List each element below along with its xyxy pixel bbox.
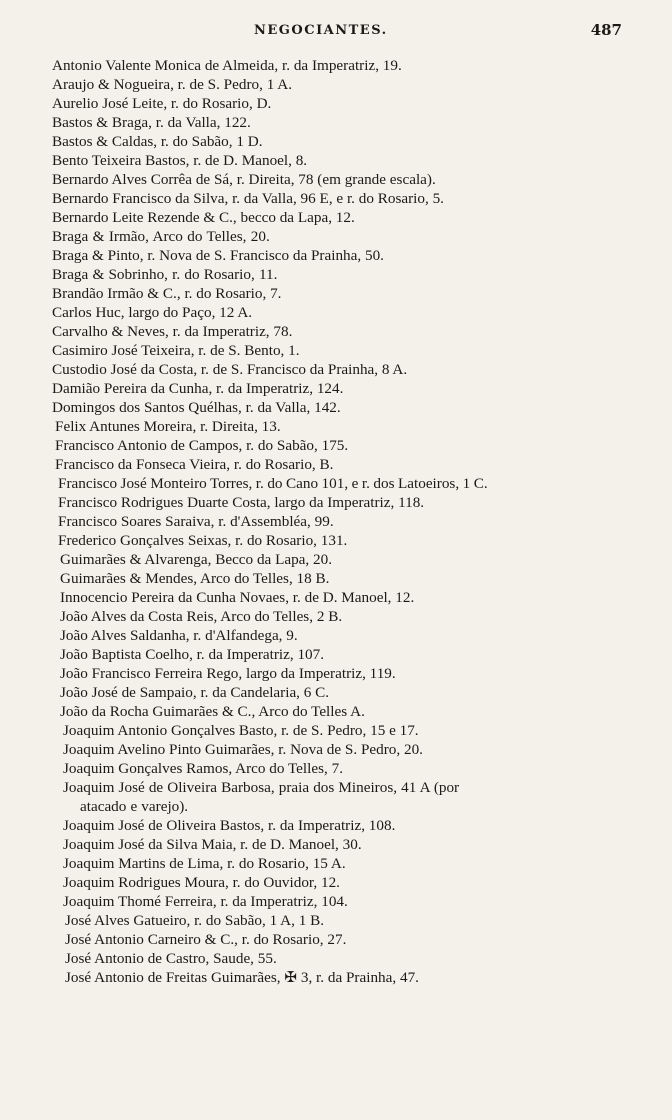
- merchant-entry: [0, 664, 672, 683]
- merchant-entry-text: Carlos Huc, largo do Paço, 12 A.: [52, 304, 253, 321]
- merchant-entry-text: Bento Teixeira Bastos, r. de D. Manoel, 8.: [52, 152, 308, 169]
- merchant-entry-text: Bastos & Caldas, r. do Sabão, 1 D.: [52, 133, 263, 150]
- page-number: 487: [590, 21, 622, 39]
- merchant-entry: [0, 550, 672, 569]
- merchant-entry-text: Carvalho & Neves, r. da Imperatriz, 78.: [52, 323, 293, 340]
- merchant-entry: [0, 569, 672, 588]
- merchant-entry-text: Braga & Sobrinho, r. do Rosario, 11.: [52, 266, 278, 283]
- merchant-entry-text: Braga & Pinto, r. Nova de S. Francisco da Prainha, 50.: [52, 247, 384, 264]
- merchant-entry: [0, 854, 672, 873]
- merchant-entry-text: Joaquim José de Oliveira Barbosa, praia dos Mineiros, 41 A (por: [63, 779, 460, 796]
- merchant-entry: [0, 911, 672, 930]
- merchant-entry-text: Joaquim Martins de Lima, r. do Rosario, 15 A.: [63, 855, 346, 872]
- merchant-entry-text: João José de Sampaio, r. da Candelaria, 6 C.: [60, 684, 330, 701]
- merchant-entry: [0, 892, 672, 911]
- merchant-entry-text: Aurelio José Leite, r. do Rosario, D.: [52, 95, 272, 112]
- merchant-entry-text: João da Rocha Guimarães & C., Arco do Telles A.: [60, 703, 365, 720]
- merchant-entry: [0, 816, 672, 835]
- merchant-entry-text: Felix Antunes Moreira, r. Direita, 13.: [55, 418, 281, 435]
- merchant-entry: [0, 379, 672, 398]
- merchant-entry: [0, 759, 672, 778]
- merchant-entry-text: João Francisco Ferreira Rego, largo da Imperatriz, 119.: [60, 665, 396, 682]
- merchant-entry: [0, 930, 672, 949]
- merchant-entry: [0, 189, 672, 208]
- merchant-entry-text: Custodio José da Costa, r. de S. Francisco da Prainha, 8 A.: [52, 361, 408, 378]
- merchant-entry: [0, 607, 672, 626]
- merchant-entry: [0, 778, 672, 816]
- merchant-entry-text: Guimarães & Mendes, Arco do Telles, 18 B.: [60, 570, 330, 587]
- merchant-entry-text: Francisco Antonio de Campos, r. do Sabão, 175.: [55, 437, 349, 454]
- merchant-entry-text: Bernardo Alves Corrêa de Sá, r. Direita, 78 (em grande escala).: [52, 171, 436, 188]
- merchant-entry-text: Joaquim José da Silva Maia, r. de D. Manoel, 30.: [63, 836, 362, 853]
- merchant-entry-text: Francisco da Fonseca Vieira, r. do Rosario, B.: [55, 456, 334, 473]
- merchant-entry-text: Domingos dos Santos Quélhas, r. da Valla, 142.: [52, 399, 341, 416]
- merchant-entry-text: Damião Pereira da Cunha, r. da Imperatriz, 124.: [52, 380, 344, 397]
- merchant-entry-text: Joaquim Gonçalves Ramos, Arco do Telles, 7.: [63, 760, 344, 777]
- merchant-entry: [0, 873, 672, 892]
- merchant-entry: [0, 835, 672, 854]
- merchant-entry: [0, 284, 672, 303]
- merchant-entry: [0, 303, 672, 322]
- merchant-entry: [0, 531, 672, 550]
- merchant-entry: [0, 170, 672, 189]
- merchant-entry: [0, 417, 672, 436]
- merchant-entry: [0, 341, 672, 360]
- merchant-entry-text: Francisco José Monteiro Torres, r. do Cano 101, e r. dos Latoeiros, 1 C.: [58, 475, 488, 492]
- merchant-entry: [0, 208, 672, 227]
- merchant-entry-text: João Alves Saldanha, r. d'Alfandega, 9.: [60, 627, 298, 644]
- merchant-entry: [0, 398, 672, 417]
- merchant-entry: [0, 455, 672, 474]
- merchant-entry: [0, 474, 672, 493]
- merchant-entry: [0, 132, 672, 151]
- merchant-entry-text: Frederico Gonçalves Seixas, r. do Rosario, 131.: [58, 532, 348, 549]
- merchant-entry: [0, 740, 672, 759]
- page-header: [0, 20, 672, 46]
- merchant-entry-text: Brandão Irmão & C., r. do Rosario, 7.: [52, 285, 282, 302]
- merchant-entry: [0, 721, 672, 740]
- merchant-entry: [0, 683, 672, 702]
- merchant-entry-text: Bernardo Francisco da Silva, r. da Valla, 96 E, e r. do Rosario, 5.: [52, 190, 444, 207]
- merchant-entry-continuation: atacado e varejo).: [80, 798, 189, 815]
- merchant-entry: [0, 436, 672, 455]
- merchant-entry-text: Joaquim Antonio Gonçalves Basto, r. de S. Pedro, 15 e 17.: [63, 722, 419, 739]
- merchant-entry: [0, 645, 672, 664]
- section-title: NEGOCIANTES.: [254, 23, 388, 38]
- merchant-entry-text: João Baptista Coelho, r. da Imperatriz, 107.: [60, 646, 325, 663]
- merchant-entry: [0, 265, 672, 284]
- merchant-entry: [0, 56, 672, 75]
- merchant-entry: [0, 360, 672, 379]
- merchant-entry-text: Joaquim Rodrigues Moura, r. do Ouvidor, 12.: [63, 874, 340, 891]
- merchant-entry: [0, 151, 672, 170]
- merchant-entry: [0, 949, 672, 968]
- merchant-entry-text: Innocencio Pereira da Cunha Novaes, r. de D. Manoel, 12.: [60, 589, 415, 606]
- merchant-entry-text: José Alves Gatueiro, r. do Sabão, 1 A, 1 B.: [65, 912, 325, 929]
- merchant-entry: [0, 322, 672, 341]
- merchant-entry: [0, 113, 672, 132]
- merchant-entry: [0, 702, 672, 721]
- merchant-entry-text: Braga & Irmão, Arco do Telles, 20.: [52, 228, 270, 245]
- merchant-entry-text: Joaquim José de Oliveira Bastos, r. da Imperatriz, 108.: [63, 817, 396, 834]
- merchant-entry: [0, 246, 672, 265]
- merchant-entry-text: Francisco Soares Saraiva, r. d'Assembléa, 99.: [58, 513, 334, 530]
- merchant-entry-text: Casimiro José Teixeira, r. de S. Bento, 1.: [52, 342, 300, 359]
- merchant-entry-text: José Antonio Carneiro & C., r. do Rosario, 27.: [65, 931, 347, 948]
- merchant-entry-text: Araujo & Nogueira, r. de S. Pedro, 1 A.: [52, 76, 293, 93]
- merchant-entry-text: Antonio Valente Monica de Almeida, r. da Imperatriz, 19.: [52, 57, 402, 74]
- merchant-entry-text: Joaquim Avelino Pinto Guimarães, r. Nova de S. Pedro, 20.: [63, 741, 423, 758]
- merchant-entry: [0, 94, 672, 113]
- merchant-entry: [0, 626, 672, 645]
- merchant-entry: [0, 588, 672, 607]
- merchant-entry-text: Bastos & Braga, r. da Valla, 122.: [52, 114, 251, 131]
- merchant-entry: [0, 227, 672, 246]
- merchant-entry-text: Joaquim Thomé Ferreira, r. da Imperatriz, 104.: [63, 893, 348, 910]
- merchant-entry-text: João Alves da Costa Reis, Arco do Telles, 2 B.: [60, 608, 343, 625]
- merchant-entry: [0, 493, 672, 512]
- merchant-entry: [0, 75, 672, 94]
- merchant-entry: [0, 512, 672, 531]
- merchant-entry-text: José Antonio de Castro, Saude, 55.: [65, 950, 277, 967]
- merchant-entry-text: José Antonio de Freitas Guimarães, ✠ 3, r. da Prainha, 47.: [65, 969, 419, 986]
- merchant-entry-text: Francisco Rodrigues Duarte Costa, largo da Imperatriz, 118.: [58, 494, 425, 511]
- merchant-entry-text: Guimarães & Alvarenga, Becco da Lapa, 20.: [60, 551, 333, 568]
- merchant-entry: [0, 968, 672, 987]
- merchant-entry-text: Bernardo Leite Rezende & C., becco da Lapa, 12.: [52, 209, 355, 226]
- merchant-list: [0, 56, 672, 987]
